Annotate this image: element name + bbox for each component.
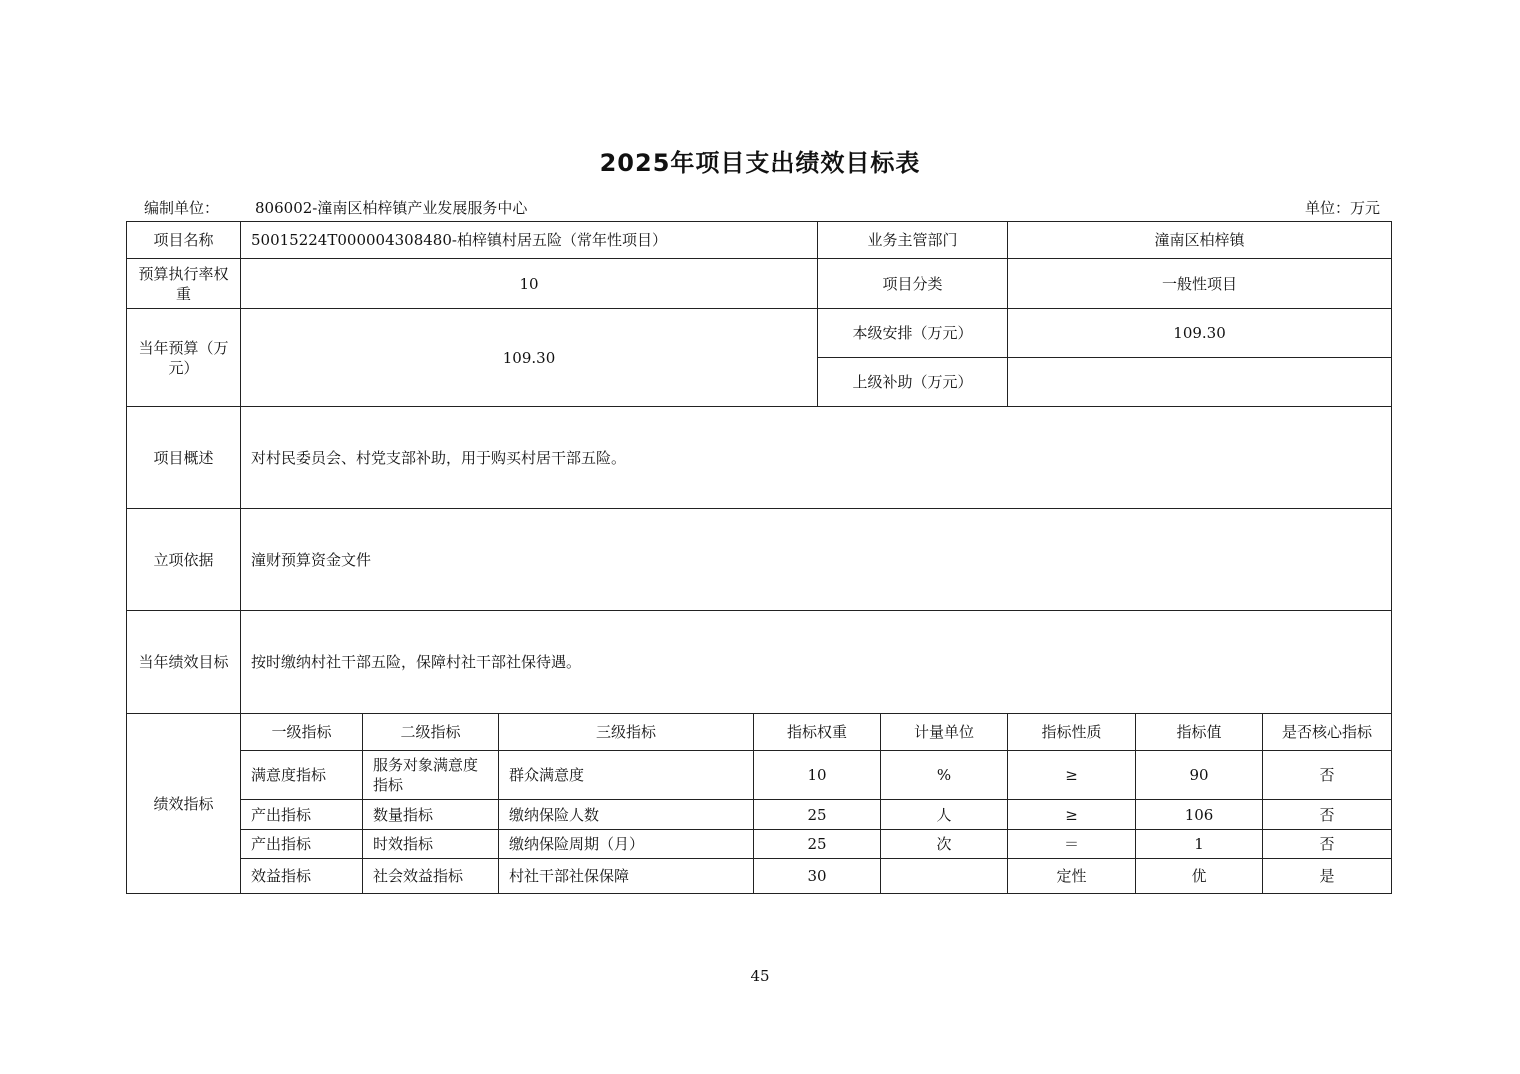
local-funding-value: 109.30 xyxy=(1008,309,1392,358)
page-title: 2025年项目支出绩效目标表 xyxy=(599,149,921,177)
project-name-label: 项目名称 xyxy=(127,222,241,259)
overview-label: 项目概述 xyxy=(127,407,241,509)
level1-cell: 效益指标 xyxy=(241,859,363,894)
weight-cell: 10 xyxy=(754,751,881,800)
unit-cell: 次 xyxy=(881,830,1008,859)
goal-value: 按时缴纳村社干部五险，保障村社干部社保待遇。 xyxy=(241,611,1392,714)
overview-value: 对村民委员会、村党支部补助，用于购买村居干部五险。 xyxy=(241,407,1392,509)
core-cell: 否 xyxy=(1263,800,1392,830)
upper-subsidy-value xyxy=(1008,358,1392,407)
header-level3: 三级指标 xyxy=(499,714,754,751)
header-nature: 指标性质 xyxy=(1008,714,1136,751)
header-level2: 二级指标 xyxy=(363,714,499,751)
currency-unit: 单位：万元 xyxy=(1304,199,1380,217)
local-funding-label: 本级安排（万元） xyxy=(818,309,1008,358)
budget-rate-value: 10 xyxy=(241,259,818,309)
dept-label: 业务主管部门 xyxy=(818,222,1008,259)
category-value: 一般性项目 xyxy=(1008,259,1392,309)
nature-cell: ＝ xyxy=(1008,830,1136,859)
level2-cell: 时效指标 xyxy=(363,830,499,859)
value-cell: 1 xyxy=(1136,830,1263,859)
header-weight: 指标权重 xyxy=(754,714,881,751)
basis-label: 立项依据 xyxy=(127,509,241,611)
level1-cell: 产出指标 xyxy=(241,830,363,859)
level2-cell: 数量指标 xyxy=(363,800,499,830)
header-level1: 一级指标 xyxy=(241,714,363,751)
level1-cell: 满意度指标 xyxy=(241,751,363,800)
level2-cell: 社会效益指标 xyxy=(363,859,499,894)
value-cell: 90 xyxy=(1136,751,1263,800)
header-unit: 计量单位 xyxy=(881,714,1008,751)
goal-label: 当年绩效目标 xyxy=(127,611,241,714)
header-core: 是否核心指标 xyxy=(1263,714,1392,751)
project-name-value: 50015224T000004308480-柏梓镇村居五险（常年性项目） xyxy=(241,222,818,259)
performance-table xyxy=(126,221,1392,894)
compiling-unit-label: 编制单位： xyxy=(144,199,220,217)
core-cell: 是 xyxy=(1263,859,1392,894)
compiling-unit xyxy=(144,197,527,218)
unit-cell: % xyxy=(881,751,1008,800)
table-row xyxy=(127,751,1392,800)
unit-cell xyxy=(881,859,1008,894)
level3-cell: 缴纳保险人数 xyxy=(499,800,754,830)
core-cell: 否 xyxy=(1263,751,1392,800)
unit-cell: 人 xyxy=(881,800,1008,830)
level3-cell: 村社干部社保保障 xyxy=(499,859,754,894)
page-number: 45 xyxy=(750,967,770,985)
nature-cell: 定性 xyxy=(1008,859,1136,894)
nature-cell: ≥ xyxy=(1008,751,1136,800)
upper-subsidy-label: 上级补助（万元） xyxy=(818,358,1008,407)
header-value: 指标值 xyxy=(1136,714,1263,751)
value-cell: 优 xyxy=(1136,859,1263,894)
table-row xyxy=(127,800,1392,830)
basis-value: 潼财预算资金文件 xyxy=(241,509,1392,611)
compiling-unit-value: 806002-潼南区柏梓镇产业发展服务中心 xyxy=(255,199,528,217)
level3-cell: 群众满意度 xyxy=(499,751,754,800)
indicators-label: 绩效指标 xyxy=(127,714,241,894)
nature-cell: ≥ xyxy=(1008,800,1136,830)
level2-cell: 服务对象满意度指标 xyxy=(363,751,499,800)
weight-cell: 30 xyxy=(754,859,881,894)
annual-budget-label: 当年预算（万元） xyxy=(127,309,241,407)
core-cell: 否 xyxy=(1263,830,1392,859)
category-label: 项目分类 xyxy=(818,259,1008,309)
budget-rate-label: 预算执行率权重 xyxy=(127,259,241,309)
level3-cell: 缴纳保险周期（月） xyxy=(499,830,754,859)
dept-value: 潼南区柏梓镇 xyxy=(1008,222,1392,259)
level1-cell: 产出指标 xyxy=(241,800,363,830)
annual-budget-value: 109.30 xyxy=(241,309,818,407)
weight-cell: 25 xyxy=(754,830,881,859)
table-row xyxy=(127,859,1392,894)
table-row xyxy=(127,830,1392,859)
weight-cell: 25 xyxy=(754,800,881,830)
value-cell: 106 xyxy=(1136,800,1263,830)
